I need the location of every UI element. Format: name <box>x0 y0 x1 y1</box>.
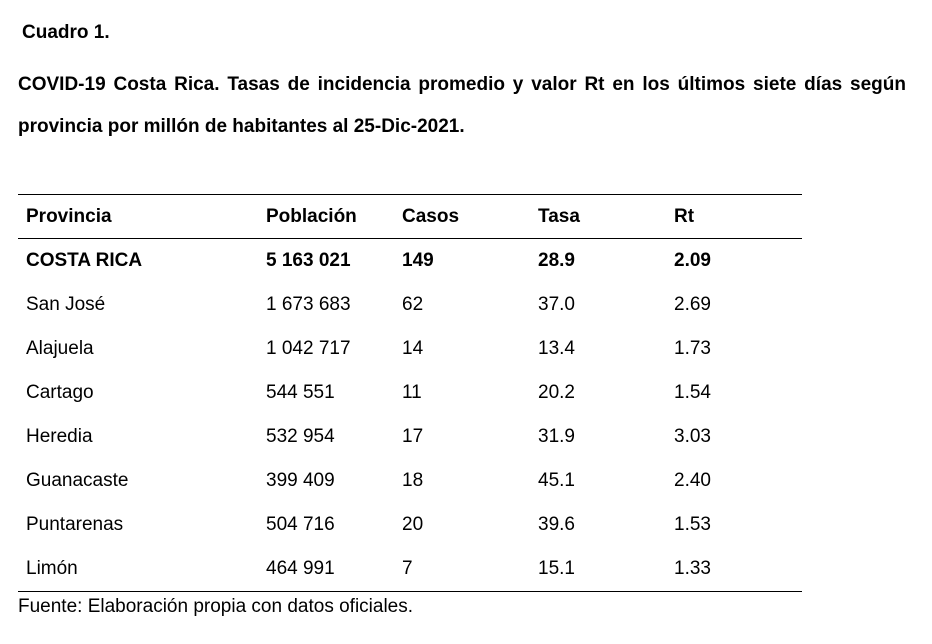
cell-rt: 1.73 <box>674 338 711 359</box>
header-rt: Rt <box>674 205 695 227</box>
header-provincia: Provincia <box>26 205 112 227</box>
cell-casos: 11 <box>402 382 422 403</box>
table-row <box>18 415 802 459</box>
cell-casos: 62 <box>402 294 424 315</box>
cell-casos: 14 <box>402 338 424 359</box>
cell-poblacion: 399 409 <box>266 470 335 491</box>
cell-rt: 2.69 <box>674 294 711 315</box>
cell-tasa: 31.9 <box>538 426 575 447</box>
cell-rt: 1.53 <box>674 514 711 535</box>
cell-provincia: Limón <box>26 558 78 579</box>
bottom-rule <box>18 591 802 592</box>
cell-rt: 2.09 <box>674 250 711 271</box>
table-row <box>18 283 802 327</box>
cell-casos: 7 <box>402 558 413 579</box>
cell-provincia: Alajuela <box>26 338 94 359</box>
total-row <box>18 239 802 283</box>
cell-casos: 20 <box>402 514 424 535</box>
cell-tasa: 28.9 <box>538 250 575 271</box>
cell-tasa: 45.1 <box>538 470 575 491</box>
table-row <box>18 371 802 415</box>
header-poblacion: Población <box>266 205 357 227</box>
cell-rt: 2.40 <box>674 470 711 491</box>
source-note: Fuente: Elaboración propia con datos oficiales. <box>18 596 414 617</box>
data-table <box>18 194 802 592</box>
table-row <box>18 547 802 591</box>
cell-provincia: Cartago <box>26 382 94 403</box>
cell-rt: 3.03 <box>674 426 711 447</box>
cell-tasa: 39.6 <box>538 514 575 535</box>
cell-tasa: 20.2 <box>538 382 575 403</box>
table-title: COVID-19 Costa Rica. Tasas de incidencia promedio y valor Rt en los últimos siete días según provincia por millón de habitantes al 25-Dic-2021. <box>18 74 906 137</box>
table-label: Cuadro 1. <box>22 22 110 43</box>
table-row <box>18 327 802 371</box>
cell-poblacion: 5 163 021 <box>266 250 351 271</box>
header-casos: Casos <box>402 205 460 227</box>
cell-provincia: Heredia <box>26 426 93 447</box>
table-row <box>18 459 802 503</box>
cell-provincia: Puntarenas <box>26 514 124 535</box>
cell-tasa: 37.0 <box>538 294 575 315</box>
table-row <box>18 503 802 547</box>
header-row <box>18 195 802 238</box>
cell-poblacion: 1 673 683 <box>266 294 351 315</box>
cell-casos: 18 <box>402 470 424 491</box>
cell-rt: 1.33 <box>674 558 711 579</box>
cell-poblacion: 504 716 <box>266 514 335 535</box>
cell-poblacion: 464 991 <box>266 558 335 579</box>
cell-rt: 1.54 <box>674 382 711 403</box>
cell-poblacion: 1 042 717 <box>266 338 351 359</box>
cell-casos: 149 <box>402 250 434 271</box>
cell-poblacion: 544 551 <box>266 382 335 403</box>
header-tasa: Tasa <box>538 205 580 227</box>
cell-tasa: 13.4 <box>538 338 575 359</box>
cell-tasa: 15.1 <box>538 558 575 579</box>
cell-provincia: COSTA RICA <box>26 250 143 271</box>
cell-casos: 17 <box>402 426 424 447</box>
cell-provincia: San José <box>26 294 106 315</box>
cell-poblacion: 532 954 <box>266 426 335 447</box>
cell-provincia: Guanacaste <box>26 470 129 491</box>
